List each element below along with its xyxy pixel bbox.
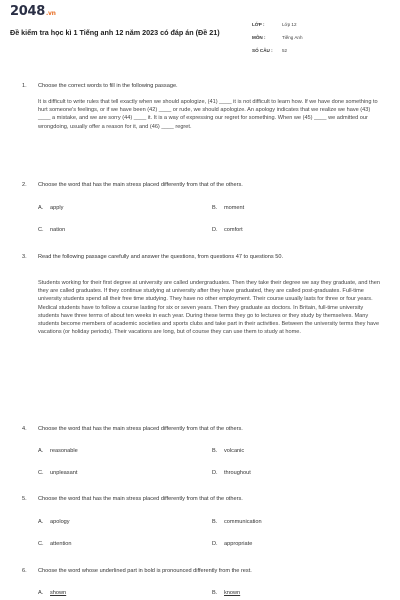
meta-class-row <box>252 18 392 31</box>
meta-count-row <box>252 44 392 57</box>
exam-meta <box>252 18 392 57</box>
meta-count-label: SỐ CÂU : <box>252 48 273 53</box>
question-number: 3. <box>22 254 27 260</box>
meta-subject-value: Tiếng Anh <box>282 35 303 40</box>
question-2 <box>22 181 382 239</box>
question-prompt: Choose the correct words to fill in the following passage. <box>38 83 178 89</box>
option-a[interactable]: A. reasonable <box>38 448 78 454</box>
question-number: 5. <box>22 496 27 502</box>
option-b[interactable]: B. communication <box>212 519 262 525</box>
option-d[interactable]: D. appropriate <box>212 541 253 547</box>
option-a[interactable]: A. apology <box>38 519 70 525</box>
question-number: 1. <box>22 83 27 89</box>
question-number: 2. <box>22 182 27 188</box>
question-4 <box>22 425 382 483</box>
question-number: 4. <box>22 426 27 432</box>
question-1 <box>22 82 382 162</box>
meta-count-value: 52 <box>282 48 288 53</box>
site-logo[interactable]: 2048.vn <box>10 4 56 19</box>
question-prompt: Choose the word that has the main stress placed differently from that of the others. <box>38 182 243 188</box>
question-prompt: Choose the word that has the main stress placed differently from that of the others. <box>38 496 243 502</box>
option-d[interactable]: D. comfort <box>212 227 243 233</box>
option-b[interactable]: B. known <box>212 590 241 596</box>
option-b[interactable]: B. volcanic <box>212 448 245 454</box>
option-c[interactable]: C. unpleasant <box>38 470 78 476</box>
page-title: Đề kiểm tra học kì 1 Tiếng anh 12 năm 2023 có đáp án (Đề 21) <box>10 28 220 37</box>
option-a[interactable]: A. shown <box>38 590 67 596</box>
option-c[interactable]: C. attention <box>38 541 72 547</box>
question-5 <box>22 495 382 553</box>
question-prompt: Choose the word whose underlined part in bold is pronounced differently from the rest. <box>38 568 252 574</box>
question-passage: It is difficult to write rules that tell exactly when we should apologize, (41) ____ it is not difficult to learn how. If we have done something to hurt someone's feelings, or if we have been (42) ____ or rude, we should apologize. An apology indicates that we realize we have (43) ____ a mistake, and we are sorry (44) ____ it. It is a way of expressing our regret for something. When we (45) ____ we admitted our wrongdoing, usually offer a reason for it, and (46) ____ regret. <box>38 99 378 130</box>
meta-subject-label: MÔN : <box>252 35 266 40</box>
meta-class-value: Lớp 12 <box>282 22 297 27</box>
question-prompt: Read the following passage carefully and answer the questions, from questions 47 to questions 50. <box>38 254 284 260</box>
question-prompt: Choose the word that has the main stress placed differently from that of the others. <box>38 426 243 432</box>
meta-class-label: LỚP : <box>252 22 265 27</box>
question-passage: Students working for their first degree at university are called undergraduates. Then they take their degree we say they graduate, and then they are called graduates. If they continue studying at university after they have graduated, they are called post-graduates. Full-time university students spend all their free time studying. They have no other employment. Their course usually lasts for three or four years. Medical students have to follow a course lasting for six or seven years. Then they graduate as doctors. In Britain, full-time university students have three terms of about ten weeks in each year. During these terms they go to lectures or they study by themselves. Many students become members of academic societies and sports clubs and take part in their activities. Between the university terms they have vacations (or holiday periods). Their vacations are long, but of course they can use them to study at home. <box>38 280 380 336</box>
option-c[interactable]: C. nation <box>38 227 66 233</box>
question-6 <box>22 567 382 599</box>
meta-subject-row <box>252 31 392 44</box>
option-d[interactable]: D. throughout <box>212 470 251 476</box>
page-header <box>10 4 390 64</box>
question-number: 6. <box>22 568 27 574</box>
question-3 <box>22 253 382 403</box>
option-a[interactable]: A. apply <box>38 205 64 211</box>
option-b[interactable]: B. moment <box>212 205 245 211</box>
